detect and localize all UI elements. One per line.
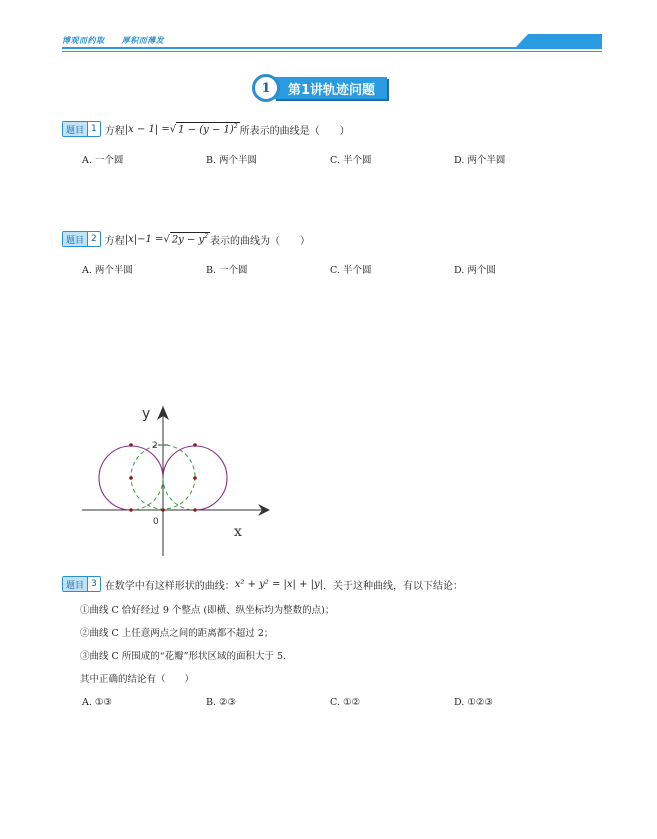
q3-question: 其中正确的结论有（ ） xyxy=(80,674,195,685)
question-2: 题目 2 方程 |x|−1 = √ $2y - y^2$ 表示的曲线为（ ） xyxy=(62,231,310,247)
lesson-number-badge: 1 xyxy=(252,74,280,102)
q2-option-a[interactable]: A. 两个半圆 xyxy=(82,265,133,276)
q3-statement-1: ①曲线 C 恰好经过 9 个整点 (即横、纵坐标均为整数的点)； xyxy=(80,605,335,616)
q2-option-c[interactable]: C. 半个圆 xyxy=(330,265,372,276)
question-tag: 题目 3 xyxy=(62,576,101,592)
slogan-right: 厚积而薄发 xyxy=(121,36,165,45)
flower-curve-figure xyxy=(78,398,278,558)
q2-option-d[interactable]: D. 两个圆 xyxy=(454,265,496,276)
q3-option-c[interactable]: C. ①② xyxy=(330,697,361,708)
q3-statement-2: ②曲线 C 上任意两点之间的距离都不超过 2； xyxy=(80,628,274,639)
center-point xyxy=(193,476,197,480)
y-axis-label: y xyxy=(142,406,151,422)
question-tag: 题目 2 xyxy=(62,231,101,247)
q1-option-d[interactable]: D. 两个半圆 xyxy=(454,155,506,166)
lesson-title xyxy=(252,72,387,104)
x-axis-label: x xyxy=(234,524,242,540)
q1-option-b[interactable]: B. 两个半圆 xyxy=(206,155,258,166)
header-slogan xyxy=(62,35,178,46)
question-3: 题目 3 在数学中有这样形状的曲线： x² + y² = |x| + |y| ．关于这种曲线，有以下结论： xyxy=(62,576,463,592)
bottom-point xyxy=(193,508,197,512)
question-1: 题目 1 方程 |x − 1| = √ $1 - (y - 1)^2$ 所表示的曲线是（ ） xyxy=(62,121,350,137)
q3-option-b[interactable]: B. ②③ xyxy=(206,697,237,708)
q3-option-a[interactable]: A. ①③ xyxy=(82,697,112,708)
origin-label: 0 xyxy=(153,517,159,527)
header-band xyxy=(516,34,602,47)
center-point xyxy=(129,476,133,480)
lesson-title-text: 第1讲轨迹问题 xyxy=(274,77,387,99)
question-tag: 题目 1 xyxy=(62,121,101,137)
q3-statement-3: ③曲线 C 所围成的“花瓣”形状区域的面积大于 5. xyxy=(80,651,287,662)
q3-option-d[interactable]: D. ①②③ xyxy=(454,697,493,708)
top-point xyxy=(193,443,197,447)
q2-option-b[interactable]: B. 一个圆 xyxy=(206,265,248,276)
header-rule-thin xyxy=(62,51,602,52)
bottom-point xyxy=(129,508,133,512)
origin-point xyxy=(161,508,165,512)
q1-option-a[interactable]: A. 一个圆 xyxy=(82,155,124,166)
tick-label: 2 xyxy=(152,441,158,451)
top-point xyxy=(129,443,133,447)
slogan-left: 博观而约取 xyxy=(62,36,105,45)
header-rule xyxy=(62,47,602,49)
q1-option-c[interactable]: C. 半个圆 xyxy=(330,155,372,166)
